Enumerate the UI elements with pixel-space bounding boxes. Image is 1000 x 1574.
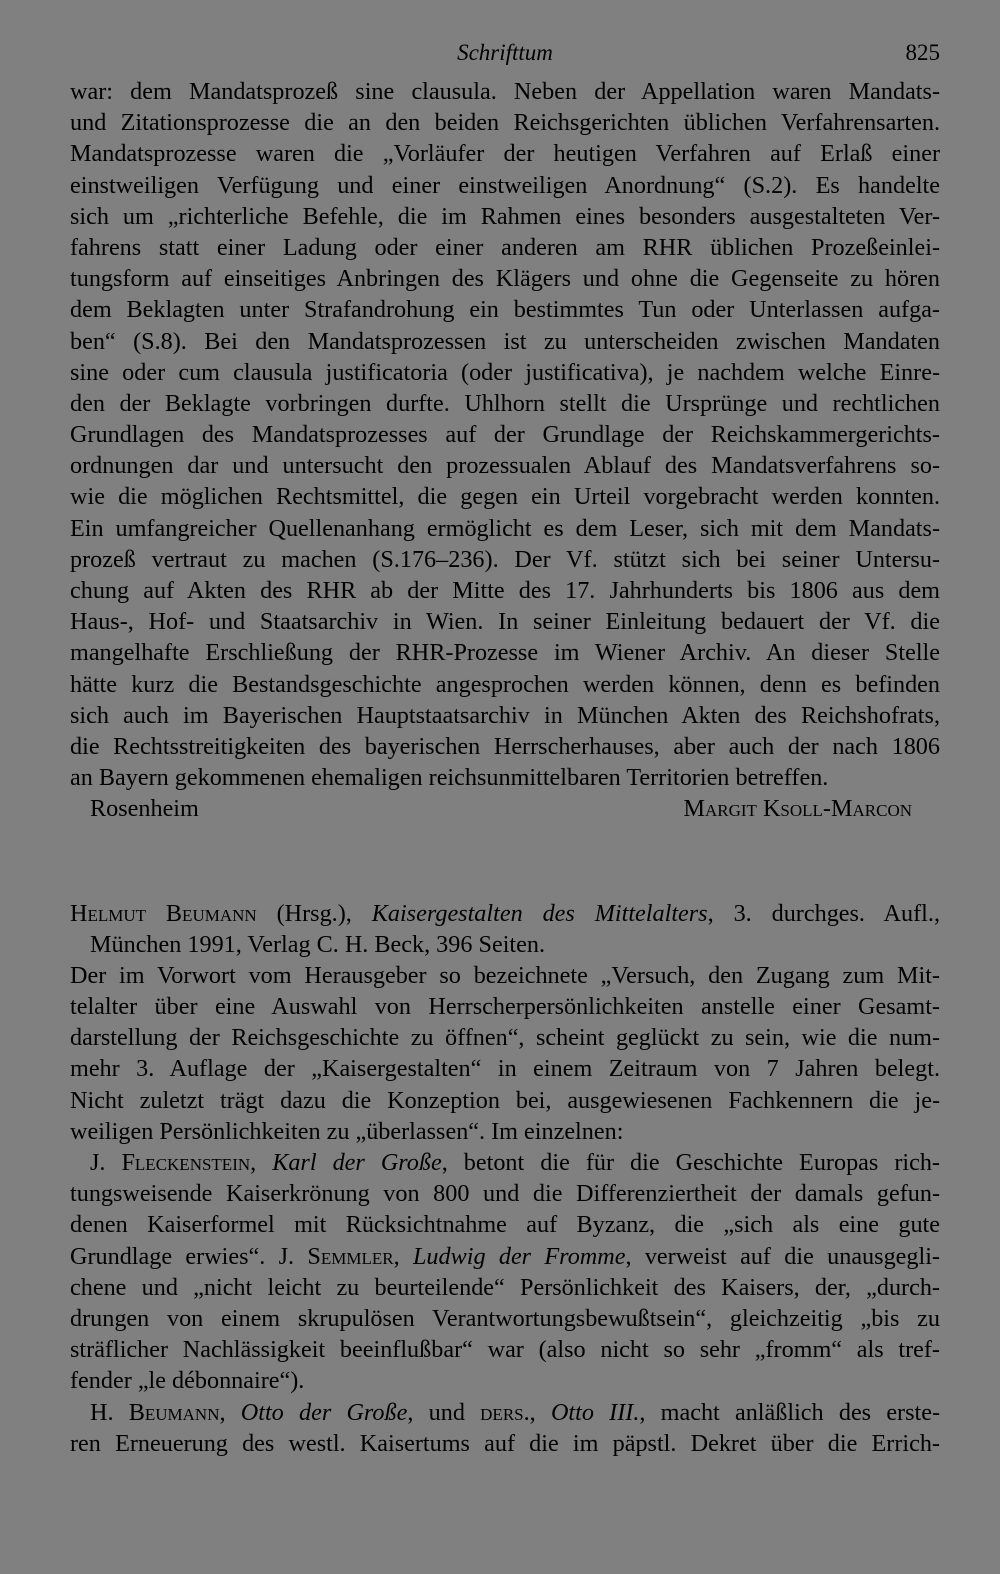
text-line: die Rechtsstreitigkeiten des bayerischen Herrscherhauses, aber auch der nach 1806 xyxy=(70,732,940,760)
text-line: sich um „richterliche Befehle, die im Rahmen eines besonders ausgestalteten Ver- xyxy=(70,202,940,230)
text-line: denen Kaiserformel mit Rücksichtnahme auf Byzanz, die „sich als eine gute xyxy=(70,1211,940,1239)
text-line: wie die möglichen Rechtsmittel, die gegen ein Urteil vorgebracht werden konnten. xyxy=(70,483,940,511)
review-2-paragraph-2 xyxy=(70,1147,940,1397)
text-line: H. Beumann, Otto der Große, und ders., Otto III., macht anläßlich des erste- xyxy=(90,1398,941,1426)
book-citation xyxy=(70,898,940,960)
review-signature xyxy=(70,793,940,824)
cited-title: Otto III. xyxy=(550,1398,640,1426)
text-line: und Zitationsprozesse die an den beiden Reichsgerichten üblichen Verfahrensarten. xyxy=(70,109,940,137)
review-2-paragraph-3 xyxy=(70,1397,940,1459)
text-line: einstweiligen Verfügung und einer einstweiligen Anordnung“ (S.2). Es handelte xyxy=(70,171,940,199)
text-line: sträflicher Nachlässigkeit beeinflußbar“ war (also nicht so sehr „fromm“ als tref- xyxy=(70,1336,940,1364)
running-title: Schrifttum xyxy=(457,40,553,65)
book-title: Kaisergestalten des Mittelalters xyxy=(371,899,708,927)
text-line: J. Fleckenstein, Karl der Große, betont die für die Geschichte Europas rich- xyxy=(90,1149,940,1176)
text-line: war: dem Mandatsprozeß sine clausula. Neben der Appellation waren Mandats- xyxy=(70,78,940,105)
cited-title: Otto der Große xyxy=(240,1398,408,1426)
cited-title: Ludwig der Fromme xyxy=(412,1242,626,1270)
text-line: Grundlage erwies“. J. Semmler, Ludwig der Fromme, verweist auf die unausgegli- xyxy=(70,1242,940,1270)
cited-author-ders: ders. xyxy=(480,1398,530,1426)
cited-author: H. Beumann xyxy=(90,1398,220,1426)
text-line: telalter über eine Auswahl von Herrscherpersönlichkeiten anstelle einer Gesamt- xyxy=(70,993,940,1021)
text-line: hätte kurz die Bestandsgeschichte angesprochen werden können, denn es befinden xyxy=(70,670,940,698)
reviewer-place: Rosenheim xyxy=(90,795,199,823)
review-2 xyxy=(70,898,940,1459)
page-header xyxy=(70,40,940,76)
text-line: mangelhafte Erschließung der RHR-Prozesse im Wiener Archiv. An dieser Stelle xyxy=(70,639,940,667)
text-line: fahrens statt einer Ladung oder einer anderen am RHR üblichen Prozeßeinlei- xyxy=(70,233,940,261)
text-line: weiligen Persönlichkeiten zu „überlassen“. Im einzelnen: xyxy=(70,1117,624,1145)
text-line: den der Beklagte vorbringen durfte. Uhlhorn stellt die Ursprünge und rechtlichen xyxy=(70,389,940,417)
reviewer-name: Margit Ksoll-Marcon xyxy=(683,795,912,823)
text-line: Der im Vorwort vom Herausgeber so bezeichnete „Versuch, den Zugang zum Mit- xyxy=(70,961,940,989)
cited-title: Karl der Große xyxy=(272,1149,442,1176)
text-line: mehr 3. Auflage der „Kaisergestalten“ in einem Zeitraum von 7 Jahren belegt. xyxy=(70,1055,940,1083)
text-line: sich auch im Bayerischen Hauptstaatsarchiv in München Akten des Reichshofrats, xyxy=(70,701,940,729)
text-line: dem Beklagten unter Strafandrohung ein bestimmtes Tun oder Unterlassen aufga- xyxy=(70,296,940,324)
text-line: prozeß vertraut zu machen (S.176–236). Der Vf. stützt sich bei seiner Untersu- xyxy=(70,545,940,573)
text-line: Ein umfangreicher Quellenanhang ermöglicht es dem Leser, sich mit dem Mandats- xyxy=(70,514,940,542)
text-line: ren Erneuerung des westl. Kaisertums auf die im päpstl. Dekret über die Errich- xyxy=(70,1429,940,1457)
text-line: chene und „nicht leicht zu beurteilende“ Persönlichkeit des Kaisers, der, „durch- xyxy=(70,1273,940,1301)
cited-author: J. Fleckenstein xyxy=(90,1149,251,1176)
cited-author: Semmler xyxy=(307,1242,394,1270)
text-line: an Bayern gekommenen ehemaligen reichsunmittelbaren Territorien betreffen. xyxy=(70,764,829,792)
book-author: Helmut Beumann xyxy=(70,899,257,927)
text-line: Mandatsprozesse waren die „Vorläufer der heutigen Verfahren auf Erlaß einer xyxy=(70,140,940,168)
text-line: fender „le débonnaire“). xyxy=(70,1367,305,1395)
section-gap xyxy=(70,825,940,898)
page-number: 825 xyxy=(905,40,940,65)
document-page xyxy=(70,40,940,1459)
review-2-paragraph-1 xyxy=(70,960,940,1147)
text-line: sine oder cum clausula justificatoria (oder justificativa), je nachdem welche Einre- xyxy=(70,358,940,386)
text-line: ben“ (S.8). Bei den Mandatsprozessen ist zu unterscheiden zwischen Mandaten xyxy=(70,327,940,355)
citation-line: Helmut Beumann (Hrsg.), Kaisergestalten des Mittelalters, 3. durchges. Aufl., xyxy=(70,899,940,927)
text-line: Grundlagen des Mandatsprozesses auf der Grundlage der Reichskammergerichts- xyxy=(70,421,940,449)
text-line: ordnungen dar und untersucht den prozessualen Ablauf des Mandatsverfahrens so- xyxy=(70,452,940,480)
text-line: Nicht zuletzt trägt dazu die Konzeption bei, ausgewiesenen Fachkennern die je- xyxy=(70,1086,940,1114)
text-line: chung auf Akten des RHR ab der Mitte des 17. Jahrhunderts bis 1806 aus dem xyxy=(70,577,940,604)
text-line: drungen von einem skrupulösen Verantwortungsbewußtsein“, gleichzeitig „bis zu xyxy=(70,1304,940,1332)
text-line: Haus-, Hof- und Staatsarchiv in Wien. In seiner Einleitung bedauert der Vf. die xyxy=(70,608,940,636)
text-line: tungsform auf einseitiges Anbringen des Klägers und ohne die Gegenseite zu hören xyxy=(70,265,940,293)
review-1-body xyxy=(70,76,940,825)
text-line: darstellung der Reichsgeschichte zu öffnen“, scheint geglückt zu sein, wie die num- xyxy=(70,1024,940,1052)
text-line: tungsweisende Kaiserkrönung von 800 und die Differenziertheit der damals gefun- xyxy=(70,1180,940,1208)
citation-line: München 1991, Verlag C. H. Beck, 396 Seiten. xyxy=(90,930,546,958)
